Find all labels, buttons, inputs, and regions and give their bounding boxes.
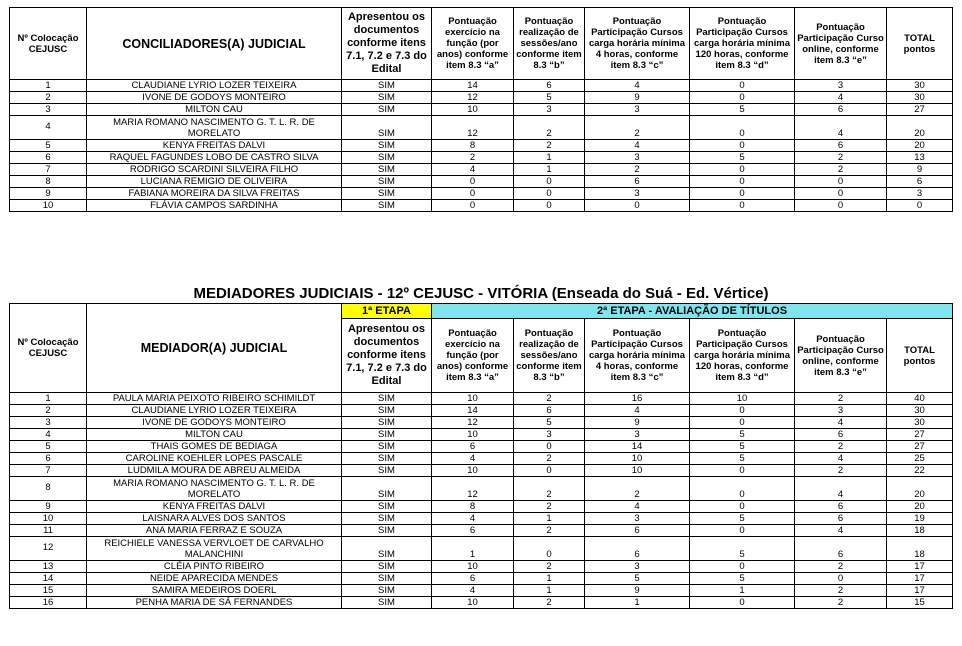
cell-score-b: 0 [514, 465, 585, 477]
cell-score-d: 0 [690, 176, 795, 188]
cell-score-e: 0 [795, 573, 887, 585]
cell-score-d: 5 [690, 441, 795, 453]
cell-documents: SIM [342, 200, 432, 212]
cell-score-b: 6 [514, 405, 585, 417]
table-row [10, 92, 953, 104]
cell-score-d: 0 [690, 417, 795, 429]
cell-total: 3 [887, 188, 953, 200]
cell-placement: 2 [10, 92, 87, 104]
cell-total: 30 [887, 405, 953, 417]
cell-documents: SIM [342, 537, 432, 561]
cell-total: 27 [887, 429, 953, 441]
table-row [10, 429, 953, 441]
cell-name: NEIDE APARECIDA MENDES [87, 573, 342, 585]
cell-documents: SIM [342, 176, 432, 188]
cell-name: IVONE DE GODOYS MONTEIRO [87, 92, 342, 104]
cell-total: 13 [887, 152, 953, 164]
table-row [10, 200, 953, 212]
cell-score-e: 4 [795, 417, 887, 429]
cell-score-e: 2 [795, 152, 887, 164]
cell-documents: SIM [342, 92, 432, 104]
cell-documents: SIM [342, 501, 432, 513]
cell-placement: 10 [10, 200, 87, 212]
cell-total: 17 [887, 573, 953, 585]
cell-score-e: 6 [795, 513, 887, 525]
cell-score-e: 6 [795, 537, 887, 561]
cell-score-a: 14 [432, 80, 514, 92]
cell-placement: 3 [10, 104, 87, 116]
cell-score-b: 3 [514, 429, 585, 441]
cell-score-c: 16 [585, 393, 690, 405]
cell-score-b: 1 [514, 152, 585, 164]
cell-total: 17 [887, 585, 953, 597]
cell-placement: 8 [10, 176, 87, 188]
cell-placement: 13 [10, 561, 87, 573]
mediadores-table-body [10, 393, 953, 609]
header-score-a: Pontuação exercício na função (por anos) conforme item 8.3 “a” [432, 319, 514, 393]
cell-score-b: 2 [514, 597, 585, 609]
cell-score-c: 10 [585, 453, 690, 465]
table-row [10, 104, 953, 116]
header-score-c: Pontuação Participação Cursos carga horária mínima 4 horas, conforme item 8.3 “c” [585, 8, 690, 80]
cell-score-a: 4 [432, 513, 514, 525]
cell-score-d: 0 [690, 465, 795, 477]
cell-score-a: 6 [432, 441, 514, 453]
cell-score-c: 4 [585, 80, 690, 92]
cell-score-e: 0 [795, 200, 887, 212]
header-score-d: Pontuação Participação Cursos carga horária mínima 120 horas, conforme item 8.3 “d” [690, 319, 795, 393]
cell-name: PAULA MARIA PEIXOTO RIBEIRO SCHIMILDT [87, 393, 342, 405]
cell-score-e: 2 [795, 561, 887, 573]
header-placement: Nº Colocação CEJUSC [10, 8, 87, 80]
cell-documents: SIM [342, 573, 432, 585]
cell-score-c: 9 [585, 92, 690, 104]
cell-total: 40 [887, 393, 953, 405]
cell-name: KENYA FREITAS DALVI [87, 140, 342, 152]
cell-score-a: 8 [432, 501, 514, 513]
cell-documents: SIM [342, 453, 432, 465]
cell-score-e: 4 [795, 525, 887, 537]
cell-score-d: 0 [690, 164, 795, 176]
header-placement: Nº Colocação CEJUSC [10, 304, 87, 393]
header-score-e: Pontuação Participação Curso online, conforme item 8.3 “e” [795, 8, 887, 80]
cell-score-a: 10 [432, 465, 514, 477]
cell-placement: 2 [10, 405, 87, 417]
cell-score-a: 4 [432, 453, 514, 465]
cell-score-a: 1 [432, 537, 514, 561]
cell-score-d: 5 [690, 537, 795, 561]
cell-documents: SIM [342, 561, 432, 573]
table-row [10, 417, 953, 429]
cell-total: 27 [887, 104, 953, 116]
cell-total: 27 [887, 441, 953, 453]
cell-score-e: 6 [795, 429, 887, 441]
cell-score-c: 2 [585, 164, 690, 176]
cell-score-c: 9 [585, 417, 690, 429]
cell-score-b: 2 [514, 453, 585, 465]
cell-documents: SIM [342, 405, 432, 417]
cell-name: REICHIELE VANESSA VERVLOET DE CARVALHO MALANCHINI [87, 537, 342, 561]
cell-score-d: 5 [690, 453, 795, 465]
header-documents: Apresentou os documentos conforme itens 7.1, 7.2 e 7.3 do Edital [342, 8, 432, 80]
cell-documents: SIM [342, 585, 432, 597]
stage-2-label: 2ª ETAPA - AVALIAÇÃO DE TÍTULOS [432, 304, 953, 319]
cell-score-e: 4 [795, 453, 887, 465]
cell-total: 20 [887, 140, 953, 152]
cell-score-e: 3 [795, 405, 887, 417]
cell-score-a: 12 [432, 477, 514, 501]
cell-name: MARIA ROMANO NASCIMENTO G. T. L. R. DE MORELATO [87, 477, 342, 501]
cell-total: 30 [887, 417, 953, 429]
cell-score-c: 3 [585, 429, 690, 441]
cell-documents: SIM [342, 513, 432, 525]
table-row [10, 561, 953, 573]
cell-score-d: 5 [690, 152, 795, 164]
cell-score-b: 2 [514, 140, 585, 152]
cell-documents: SIM [342, 164, 432, 176]
header-score-a: Pontuação exercício na função (por anos) conforme item 8.3 “a” [432, 8, 514, 80]
cell-score-e: 4 [795, 116, 887, 140]
cell-documents: SIM [342, 441, 432, 453]
cell-name: RAQUEL FAGUNDES LOBO DE CASTRO SILVA [87, 152, 342, 164]
cell-score-c: 1 [585, 597, 690, 609]
cell-placement: 8 [10, 477, 87, 501]
cell-total: 25 [887, 453, 953, 465]
header-score-c: Pontuação Participação Cursos carga horária mínima 4 horas, conforme item 8.3 “c” [585, 319, 690, 393]
cell-placement: 12 [10, 537, 87, 561]
cell-score-a: 6 [432, 525, 514, 537]
cell-score-b: 1 [514, 164, 585, 176]
cell-score-a: 12 [432, 116, 514, 140]
cell-total: 30 [887, 92, 953, 104]
cell-total: 18 [887, 537, 953, 561]
cell-score-a: 10 [432, 393, 514, 405]
cell-score-d: 0 [690, 80, 795, 92]
cell-score-d: 5 [690, 513, 795, 525]
table-row [10, 453, 953, 465]
cell-name: KENYA FREITAS DALVI [87, 501, 342, 513]
cell-documents: SIM [342, 140, 432, 152]
cell-score-b: 0 [514, 200, 585, 212]
cell-score-d: 0 [690, 188, 795, 200]
cell-score-a: 14 [432, 405, 514, 417]
cell-placement: 4 [10, 116, 87, 140]
cell-name: CLÉIA PINTO RIBEIRO [87, 561, 342, 573]
cell-score-e: 0 [795, 176, 887, 188]
cell-score-d: 0 [690, 597, 795, 609]
cell-score-d: 0 [690, 405, 795, 417]
cell-score-b: 2 [514, 525, 585, 537]
cell-score-d: 0 [690, 525, 795, 537]
table-row [10, 597, 953, 609]
section-title: MEDIADORES JUDICIAIS - 12º CEJUSC - VITÓRIA (Enseada do Suá - Ed. Vértice) [193, 285, 769, 302]
cell-score-c: 4 [585, 501, 690, 513]
cell-score-c: 6 [585, 537, 690, 561]
table-row [10, 152, 953, 164]
cell-placement: 5 [10, 441, 87, 453]
cell-score-a: 2 [432, 152, 514, 164]
cell-total: 9 [887, 164, 953, 176]
cell-name: LAISNARA ALVES DOS SANTOS [87, 513, 342, 525]
cell-documents: SIM [342, 477, 432, 501]
cell-score-c: 2 [585, 116, 690, 140]
cell-score-e: 2 [795, 164, 887, 176]
cell-score-d: 0 [690, 200, 795, 212]
cell-score-c: 3 [585, 513, 690, 525]
table-row [10, 585, 953, 597]
cell-score-c: 4 [585, 405, 690, 417]
cell-score-b: 0 [514, 441, 585, 453]
cell-score-d: 0 [690, 501, 795, 513]
cell-score-d: 0 [690, 477, 795, 501]
cell-name: THAIS GOMES DE BEDIAGA [87, 441, 342, 453]
cell-placement: 14 [10, 573, 87, 585]
cell-placement: 15 [10, 585, 87, 597]
table-row [10, 164, 953, 176]
cell-placement: 6 [10, 152, 87, 164]
cell-score-c: 6 [585, 176, 690, 188]
cell-score-c: 3 [585, 104, 690, 116]
cell-score-a: 0 [432, 188, 514, 200]
cell-score-a: 4 [432, 585, 514, 597]
cell-score-c: 2 [585, 477, 690, 501]
cell-placement: 7 [10, 465, 87, 477]
cell-score-a: 8 [432, 140, 514, 152]
cell-score-a: 10 [432, 429, 514, 441]
cell-placement: 1 [10, 80, 87, 92]
cell-score-a: 10 [432, 561, 514, 573]
cell-score-d: 5 [690, 104, 795, 116]
cell-score-e: 2 [795, 597, 887, 609]
cell-score-b: 2 [514, 501, 585, 513]
header-score-e: Pontuação Participação Curso online, conforme item 8.3 “e” [795, 319, 887, 393]
cell-documents: SIM [342, 393, 432, 405]
cell-score-e: 4 [795, 477, 887, 501]
header-total: TOTAL pontos [887, 319, 953, 393]
table-row [10, 441, 953, 453]
cell-score-c: 5 [585, 573, 690, 585]
cell-score-a: 10 [432, 104, 514, 116]
cell-score-e: 2 [795, 441, 887, 453]
cell-placement: 11 [10, 525, 87, 537]
cell-score-a: 12 [432, 417, 514, 429]
cell-score-e: 6 [795, 501, 887, 513]
cell-score-b: 2 [514, 477, 585, 501]
cell-name: RODRIGO SCARDINI SILVEIRA FILHO [87, 164, 342, 176]
cell-score-e: 3 [795, 80, 887, 92]
cell-score-a: 4 [432, 164, 514, 176]
cell-documents: SIM [342, 80, 432, 92]
cell-score-d: 1 [690, 585, 795, 597]
cell-total: 20 [887, 501, 953, 513]
cell-name: MILTON CAU [87, 429, 342, 441]
cell-documents: SIM [342, 104, 432, 116]
cell-score-e: 4 [795, 92, 887, 104]
table-row [10, 405, 953, 417]
cell-score-a: 10 [432, 597, 514, 609]
cell-score-c: 14 [585, 441, 690, 453]
cell-placement: 9 [10, 188, 87, 200]
cell-total: 19 [887, 513, 953, 525]
table-row [10, 188, 953, 200]
cell-documents: SIM [342, 152, 432, 164]
cell-score-b: 1 [514, 585, 585, 597]
cell-documents: SIM [342, 116, 432, 140]
header-score-b: Pontuação realização de sessões/ano conforme item 8.3 “b” [514, 319, 585, 393]
cell-documents: SIM [342, 417, 432, 429]
cell-score-b: 2 [514, 393, 585, 405]
header-score-d: Pontuação Participação Cursos carga horária mínima 120 horas, conforme item 8.3 “d” [690, 8, 795, 80]
cell-score-b: 3 [514, 104, 585, 116]
cell-score-c: 4 [585, 140, 690, 152]
cell-score-d: 0 [690, 92, 795, 104]
cell-score-c: 3 [585, 188, 690, 200]
table-row [10, 501, 953, 513]
cell-score-b: 0 [514, 176, 585, 188]
cell-score-b: 2 [514, 561, 585, 573]
header-documents: Apresentou os documentos conforme itens 7.1, 7.2 e 7.3 do Edital [342, 319, 432, 393]
table-row [10, 573, 953, 585]
cell-name: ANA MARIA FERRAZ E SOUZA [87, 525, 342, 537]
cell-score-e: 6 [795, 140, 887, 152]
table-row [10, 477, 953, 501]
cell-placement: 3 [10, 417, 87, 429]
header-score-b: Pontuação realização de sessões/ano conforme item 8.3 “b” [514, 8, 585, 80]
cell-score-d: 10 [690, 393, 795, 405]
cell-name: CLAUDIANE LYRIO LOZER TEIXEIRA [87, 405, 342, 417]
cell-name: SAMIRA MEDEIROS DOERL [87, 585, 342, 597]
cell-score-c: 6 [585, 525, 690, 537]
cell-name: LUDMILA MOURA DE ABREU ALMEIDA [87, 465, 342, 477]
cell-name: CAROLINE KOEHLER LOPES PASCALE [87, 453, 342, 465]
conciliadores-table-body [10, 80, 953, 212]
cell-score-c: 3 [585, 152, 690, 164]
cell-score-d: 0 [690, 140, 795, 152]
table-row [10, 116, 953, 140]
cell-score-c: 10 [585, 465, 690, 477]
table-row [10, 80, 953, 92]
cell-documents: SIM [342, 429, 432, 441]
cell-score-b: 1 [514, 573, 585, 585]
cell-total: 6 [887, 176, 953, 188]
header-total: TOTAL pontos [887, 8, 953, 80]
cell-score-d: 5 [690, 429, 795, 441]
cell-placement: 1 [10, 393, 87, 405]
conciliadores-table [9, 7, 953, 212]
cell-score-b: 1 [514, 513, 585, 525]
cell-total: 0 [887, 200, 953, 212]
cell-documents: SIM [342, 597, 432, 609]
cell-score-a: 0 [432, 200, 514, 212]
cell-score-e: 6 [795, 104, 887, 116]
cell-documents: SIM [342, 525, 432, 537]
cell-score-b: 0 [514, 537, 585, 561]
header-name: CONCILIADORES(A) JUDICIAL [87, 8, 342, 80]
stage-1-label: 1ª ETAPA [342, 304, 432, 319]
cell-score-c: 0 [585, 200, 690, 212]
cell-name: IVONE DE GODOYS MONTEIRO [87, 417, 342, 429]
cell-placement: 10 [10, 513, 87, 525]
cell-score-a: 0 [432, 176, 514, 188]
cell-score-d: 5 [690, 573, 795, 585]
cell-placement: 7 [10, 164, 87, 176]
cell-name: LUCIANA REMIGIO DE OLIVEIRA [87, 176, 342, 188]
cell-total: 15 [887, 597, 953, 609]
table-row [10, 393, 953, 405]
cell-placement: 4 [10, 429, 87, 441]
cell-score-e: 0 [795, 188, 887, 200]
cell-score-e: 2 [795, 393, 887, 405]
table-row [10, 140, 953, 152]
cell-score-b: 6 [514, 80, 585, 92]
cell-name: MARIA ROMANO NASCIMENTO G. T. L. R. DE MORELATO [87, 116, 342, 140]
cell-score-a: 12 [432, 92, 514, 104]
cell-total: 17 [887, 561, 953, 573]
cell-score-b: 0 [514, 188, 585, 200]
cell-score-a: 6 [432, 573, 514, 585]
table-row [10, 176, 953, 188]
cell-score-b: 5 [514, 417, 585, 429]
cell-placement: 5 [10, 140, 87, 152]
cell-total: 20 [887, 477, 953, 501]
cell-name: PENHA MARIA DE SÁ FERNANDES [87, 597, 342, 609]
table-row [10, 525, 953, 537]
cell-total: 30 [887, 80, 953, 92]
cell-total: 18 [887, 525, 953, 537]
cell-placement: 9 [10, 501, 87, 513]
cell-placement: 6 [10, 453, 87, 465]
cell-score-d: 0 [690, 116, 795, 140]
cell-name: FABIANA MOREIRA DA SILVA FREITAS [87, 188, 342, 200]
cell-name: CLAUDIANE LYRIO LOZER TEIXEIRA [87, 80, 342, 92]
cell-total: 22 [887, 465, 953, 477]
cell-placement: 16 [10, 597, 87, 609]
cell-score-b: 2 [514, 116, 585, 140]
table-row [10, 513, 953, 525]
cell-score-e: 2 [795, 585, 887, 597]
cell-total: 20 [887, 116, 953, 140]
cell-documents: SIM [342, 465, 432, 477]
cell-score-e: 2 [795, 465, 887, 477]
cell-score-c: 3 [585, 561, 690, 573]
cell-documents: SIM [342, 188, 432, 200]
cell-score-c: 9 [585, 585, 690, 597]
cell-score-b: 5 [514, 92, 585, 104]
table-row [10, 465, 953, 477]
header-name: MEDIADOR(A) JUDICIAL [87, 304, 342, 393]
table-row [10, 537, 953, 561]
mediadores-table [9, 303, 953, 609]
cell-name: MILTON CAU [87, 104, 342, 116]
cell-score-d: 0 [690, 561, 795, 573]
cell-name: FLÁVIA CAMPOS SARDINHA [87, 200, 342, 212]
